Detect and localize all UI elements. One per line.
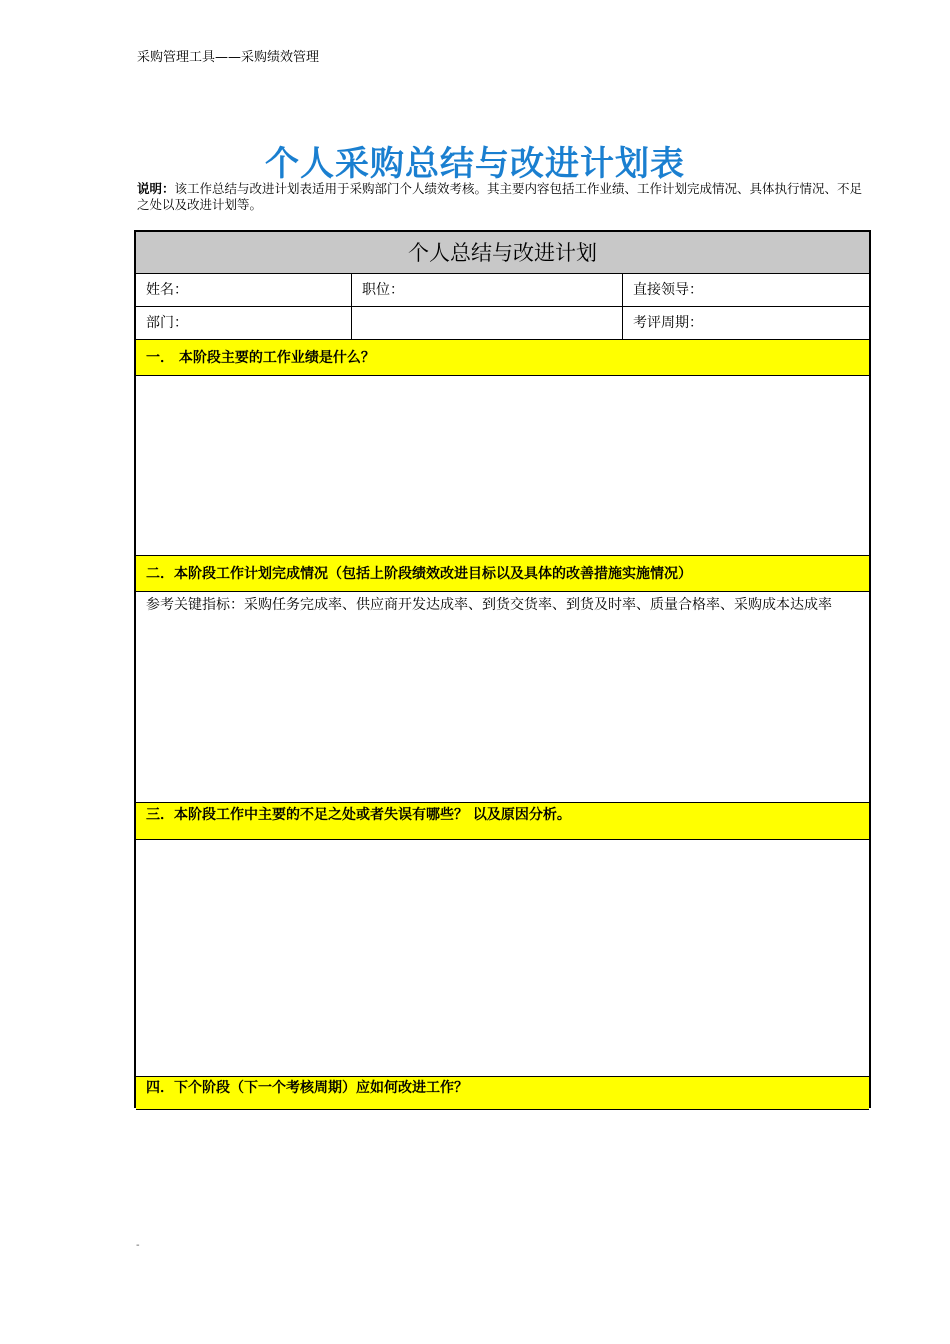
section-4-heading: 四．下个阶段（下一个考核周期）应如何改进工作？ — [136, 1077, 869, 1110]
section-2-heading: 二．本阶段工作计划完成情况（包括上阶段绩效改进目标以及具体的改善措施实施情况） — [136, 556, 869, 592]
page-title: 个人采购总结与改进计划表 — [265, 144, 685, 184]
section-3-answer-area[interactable] — [136, 840, 869, 1077]
section-1-answer-area[interactable] — [136, 376, 869, 556]
summary-form — [134, 230, 871, 1108]
department-value-field[interactable] — [352, 307, 623, 339]
section-2-answer-area[interactable] — [136, 592, 869, 803]
department-field[interactable]: 部门： — [136, 307, 352, 339]
supervisor-field[interactable]: 直接领导： — [633, 282, 703, 298]
section-3-heading: 三．本阶段工作中主要的不足之处或者失误有哪些？ 以及原因分析。 — [136, 803, 869, 840]
section-2-hint: 参考关键指标：采购任务完成率、供应商开发达成率、到货交货率、到货及时率、质量合格率、采购成本达成率 — [146, 597, 832, 613]
section-1-heading: 一． 本阶段主要的工作业绩是什么？ — [136, 340, 869, 376]
info-row-1 — [136, 274, 869, 307]
form-caption: 个人总结与改进计划 — [136, 232, 869, 274]
position-field[interactable]: 职位： — [352, 274, 623, 306]
footer-mark: - — [136, 1240, 140, 1251]
description-text: 该工作总结与改进计划表适用于采购部门个人绩效考核。其主要内容包括工作业绩、工作计划完成情况、具体执行情况、不足之处以及改进计划等。 — [137, 181, 863, 212]
page-header: 采购管理工具——采购绩效管理 — [137, 50, 320, 65]
review-period-field[interactable]: 考评周期： — [633, 315, 703, 331]
description-label: 说明： — [137, 181, 175, 196]
name-field[interactable]: 姓名： — [136, 274, 352, 306]
info-row-2 — [136, 307, 869, 340]
description — [137, 181, 872, 213]
